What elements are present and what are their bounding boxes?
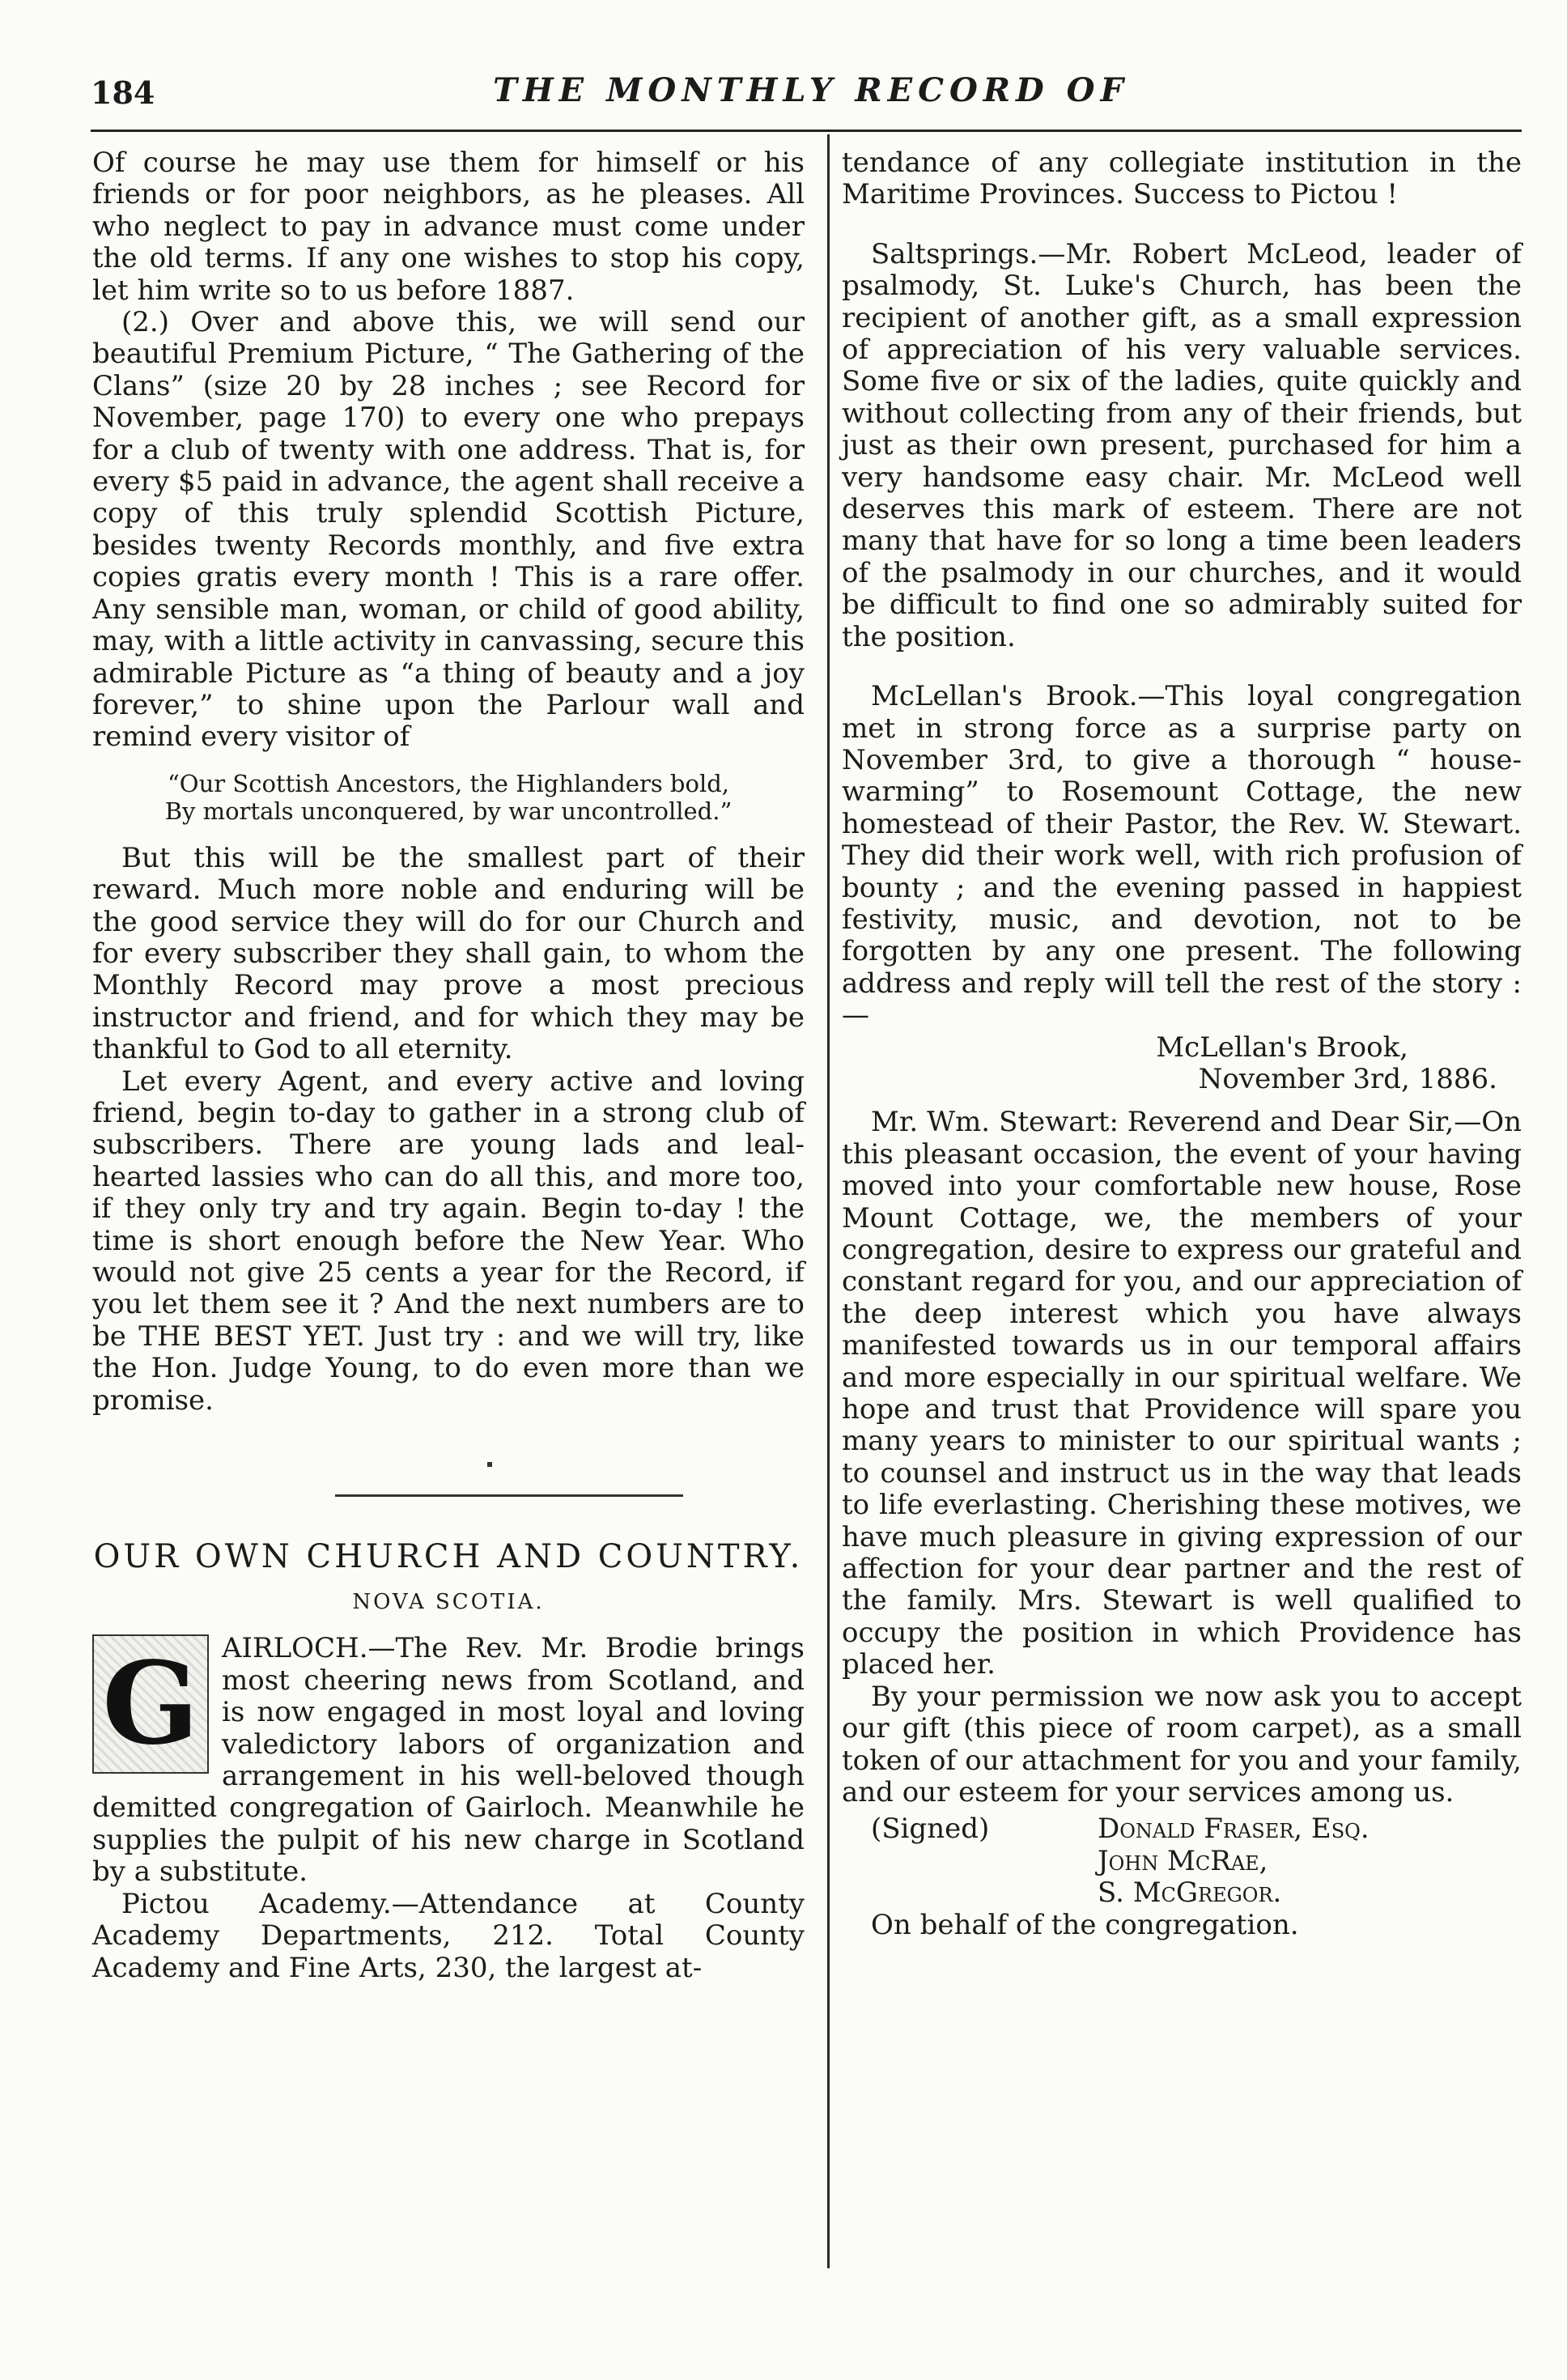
closing-line: On behalf of the congregation. <box>871 1908 1299 1941</box>
section-heading: OUR OWN CHURCH AND COUNTRY. <box>93 1538 804 1576</box>
paragraph: Mr. Wm. Stewart: Reverend and Dear Sir,—On this pleasant occasion, the event of your having moved into your comfortable new house, Rose Mount Cottage, we, the members of your congregation, desire to express our grateful and constant regard for you, and our appreciation of the deep interest which you have always manifested towards us in our temporal affairs and more especially in our spiritual welfare. We hope and trust that Providence will spare you many years to minister to our spiritual wants ; to counsel and instruct us in the way that leads to life everlasting. Cherishing these motives, we have much pleasure in giving expression of our affection for your dear partner and the rest of the family. Mrs. Stewart is well qualified to occupy the position in which Providence has placed her. <box>842 1106 1522 1681</box>
paragraph: Pictou Academy.—Attendance at County Academy Departments, 212. Total County Academy and Fine Arts, 230, the largest at- <box>92 1887 805 1984</box>
signer-name: John McRae, <box>1098 1844 1268 1877</box>
running-title: THE MONTHLY RECORD OF <box>493 71 1129 109</box>
section-rule <box>335 1494 683 1497</box>
dateline-date: November 3rd, 1886. <box>1198 1062 1497 1095</box>
page-header <box>91 68 1515 125</box>
signer-name: Donald Fraser, Esq. <box>1098 1813 1370 1846</box>
paragraph: tendance of any collegiate institution in the Maritime Provinces. Success to Pictou ! <box>842 147 1522 211</box>
header-rule <box>91 130 1522 132</box>
spacer <box>842 653 1522 681</box>
column-divider <box>827 134 830 2268</box>
verse-line: By mortals unconquered, by war uncontrolled.” <box>164 797 733 825</box>
right-column <box>842 147 1522 1941</box>
paragraph: Let every Agent, and every active and loving friend, begin to-day to gather in a strong club of subscribers. There are young lads and leal-hearted lassies who can do all this, and more too, if they only try and try again. Begin to-day ! the time is short enough before the New Year. Who would not give 25 cents a year for the Record, if you let them see it ? And the next numbers are to be THE BEST YET. Just try : and we will try, like the Hon. Judge Young, to do even more than we promise. <box>92 1065 805 1417</box>
signatures <box>842 1813 1522 1909</box>
paragraph: But this will be the smallest part of their reward. Much more noble and enduring will be the good service they will do for our Church and for every subscriber they shall gain, to whom the Monthly Record may prove a most precious instructor and friend, and for which they may be thankful to God to all eternity. <box>92 841 805 1066</box>
ornament-dot <box>487 1462 492 1467</box>
signer-list <box>1098 1813 1522 1909</box>
verse-quote <box>92 770 805 825</box>
ornamental-drop-cap: G <box>92 1634 209 1774</box>
sub-heading: NOVA SCOTIA. <box>352 1590 545 1615</box>
paragraph: AIRLOCH.—The Rev. Mr. Brodie brings most cheering news from Scotland, and is now engaged in most loyal and loving valedictory labors of organization and arrangement in his well-beloved though demitted congregation of Gairloch. Meanwhile he supplies the pulpit of his new charge in Scotland by a substitute. <box>92 1632 805 1889</box>
paragraph: Saltsprings.—Mr. Robert McLeod, leader of psalmody, St. Luke's Church, has been the recipient of another gift, as a small expression of appreciation of his very valuable services. Some five or six of the ladies, quite quickly and without collecting from any of their friends, but just as their own present, purchased for him a very handsome easy chair. Mr. McLeod well deserves this mark of esteem. There are not many that have for so long a time been leaders of the psalmody in our churches, and it would be difficult to find one so admirably suited for the position. <box>842 237 1522 653</box>
spacer <box>842 211 1522 239</box>
signer-name: S. McGregor. <box>1098 1876 1282 1910</box>
section-break <box>92 1417 805 1538</box>
paragraph: (2.) Over and above this, we will send our beautiful Premium Picture, “ The Gathering of the Clans” (size 20 by 28 inches ; see Record for November, page 170) to every one who prepays for a club of twenty with one address. That is, for every $5 paid in advance, the agent shall receive a copy of this truly splendid Scottish Picture, besides twenty Records monthly, and five extra copies gratis every month ! This is a rare offer. Any sensible man, woman, or child of good ability, may, with a little activity in canvassing, secure this admirable Picture as “a thing of beauty and a joy forever,” to shine upon the Parlour wall and remind every visitor of <box>92 306 805 754</box>
signed-label: (Signed) <box>871 1813 990 1846</box>
dateline-place: McLellan's Brook, <box>1156 1031 1408 1064</box>
paragraph: McLellan's Brook.—This loyal congregation met in strong force as a surprise party on November 3rd, to give a thorough “ house-warming” to Rosemount Cottage, the new homestead of their Pastor, the Rev. W. Stewart. They did their work well, with rich profusion of bounty ; and the evening passed in happiest festivity, music, and devotion, not to be forgotten by any one present. The following address and reply will tell the rest of the story :— <box>842 680 1522 1032</box>
verse-line: “Our Scottish Ancestors, the Highlanders bold, <box>167 769 730 797</box>
paragraph: By your permission we now ask you to accept our gift (this piece of room carpet), as a small token of our attachment for you and your family, and our esteem for your services among us. <box>842 1680 1522 1808</box>
page-number: 184 <box>91 74 155 111</box>
paragraph: Of course he may use them for himself or his friends or for poor neighbors, as he pleases. All who neglect to pay in advance must come under the old terms. If any one wishes to stop his copy, let him write so to us before 1887. <box>92 147 805 307</box>
left-column <box>92 147 805 1984</box>
